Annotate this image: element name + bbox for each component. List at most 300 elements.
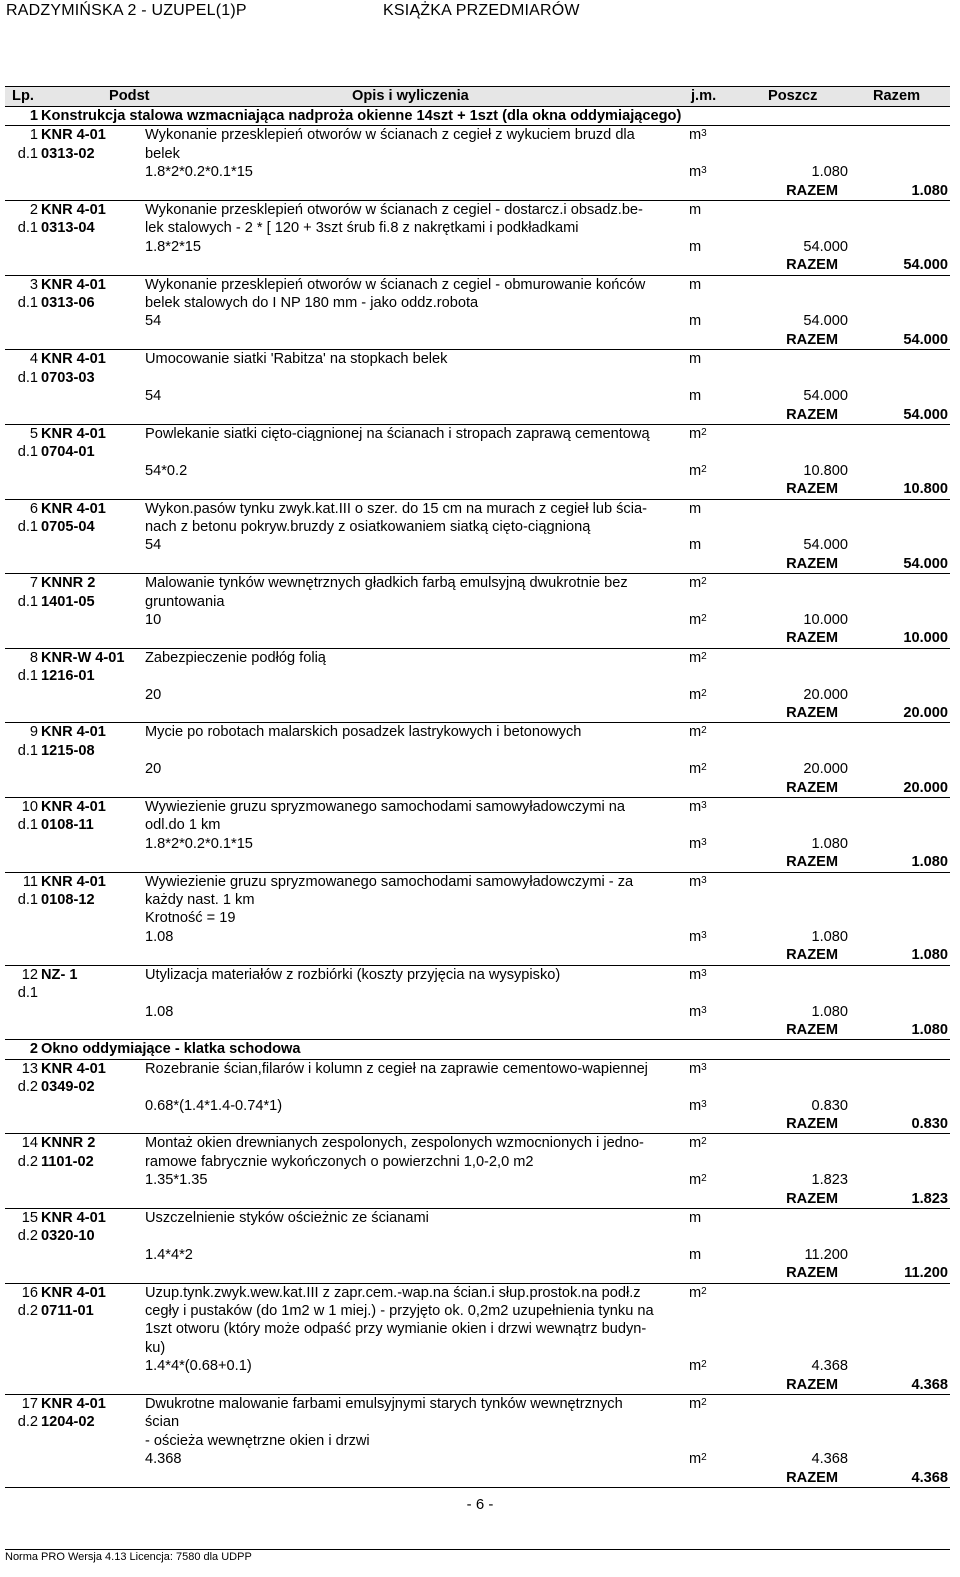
item-basis-code: [41, 984, 141, 1002]
empty-cell: [848, 816, 950, 834]
empty-cell: [848, 387, 950, 405]
razem-row: [5, 1115, 950, 1134]
item-unit-exponent: 2: [701, 1397, 707, 1409]
empty-cell: [41, 536, 141, 554]
empty-cell: [5, 853, 41, 872]
item-row: [5, 1059, 950, 1078]
empty-cell: [141, 555, 689, 574]
empty-cell: [41, 1469, 141, 1488]
item-number: 10: [21, 799, 38, 816]
item-basis-catalog: NZ- 1: [41, 966, 78, 983]
empty-cell: [689, 1469, 732, 1488]
item-basis-catalog: KNR 4-01: [41, 799, 106, 816]
item-basis-code: 0705-04: [41, 518, 95, 535]
item-unit: [689, 275, 732, 294]
item-unit: [689, 723, 732, 742]
empty-cell: [732, 1395, 848, 1414]
column-header-poszcz: Poszcz: [732, 87, 848, 107]
empty-cell: [5, 1097, 41, 1115]
razem-value: 54.000: [903, 257, 948, 274]
empty-cell: [141, 1376, 689, 1395]
razem-row: [5, 555, 950, 574]
razem-label: RAZEM: [786, 182, 838, 199]
empty-cell: [732, 1059, 848, 1078]
empty-cell: [848, 536, 950, 554]
empty-cell: [689, 779, 732, 798]
empty-cell: [5, 1357, 41, 1375]
empty-cell: [732, 499, 848, 518]
column-header-podst: Podst: [41, 87, 141, 107]
item-row: [5, 1283, 950, 1302]
empty-cell: [848, 574, 950, 593]
column-header-jm: j.m.: [689, 87, 732, 107]
calc-poszcz-value: 54.000: [803, 238, 848, 255]
item-basis-code: 0108-11: [41, 817, 94, 834]
razem-label: RAZEM: [786, 257, 838, 274]
empty-cell: [141, 1190, 689, 1209]
empty-cell: [848, 238, 950, 256]
empty-cell: [848, 667, 950, 685]
item-basis-catalog: KNNR 2: [41, 575, 96, 592]
empty-cell: [732, 742, 848, 760]
item-unit-exponent: 3: [701, 128, 707, 140]
razem-label: RAZEM: [786, 481, 838, 498]
item-basis-catalog: KNNR 2: [41, 1135, 96, 1152]
empty-cell: [689, 219, 732, 237]
calc-expression: 54*0.2: [145, 462, 188, 479]
empty-cell: [41, 1432, 141, 1450]
item-basis-catalog: KNR 4-01: [41, 500, 106, 517]
empty-cell: [5, 1469, 41, 1488]
empty-cell: [41, 312, 141, 330]
empty-cell: [41, 928, 141, 946]
empty-cell: [848, 1134, 950, 1153]
razem-row: [5, 853, 950, 872]
empty-cell: [5, 704, 41, 723]
item-number: 13: [21, 1060, 38, 1077]
razem-row: [5, 1021, 950, 1040]
empty-cell: [5, 256, 41, 275]
empty-cell: [732, 1413, 848, 1431]
item-basis-code: 0704-01: [41, 444, 95, 461]
item-row: [5, 126, 950, 145]
empty-cell: [732, 667, 848, 685]
empty-cell: [5, 629, 41, 648]
item-row: [5, 1208, 950, 1227]
razem-value: 1.080: [911, 1021, 948, 1038]
item-unit-text: m: [689, 873, 702, 890]
empty-cell: [848, 1450, 950, 1468]
empty-cell: [848, 1302, 950, 1320]
empty-cell: [848, 1395, 950, 1414]
razem-value: 1.080: [911, 947, 948, 964]
empty-cell: [41, 480, 141, 499]
item-row: [5, 872, 950, 891]
item-description-line: [141, 1078, 689, 1096]
item-basis-code: 1101-02: [41, 1153, 94, 1170]
empty-cell: [848, 891, 950, 909]
empty-cell: [732, 593, 848, 611]
item-description-line: Wywiezienie gruzu spryzmowanego samochodami samowyładowczymi na: [145, 799, 626, 816]
empty-cell: [689, 555, 732, 574]
empty-cell: [5, 611, 41, 629]
item-basis-catalog: KNR 4-01: [41, 873, 106, 890]
empty-cell: [5, 312, 41, 330]
empty-cell: [732, 294, 848, 312]
item-basis-code: 0108-12: [41, 892, 95, 909]
item-unit-text: m: [689, 1135, 702, 1152]
item-unit: [689, 126, 732, 145]
empty-cell: [689, 256, 732, 275]
calc-unit: [689, 312, 732, 330]
item-description-line: Rozebranie ścian,filarów i kolumn z cegieł na zaprawie cementowo-wapiennej: [145, 1060, 648, 1077]
item-unit-text: m: [689, 500, 702, 517]
empty-cell: [689, 518, 732, 536]
item-description-line: Wykon.pasów tynku zwyk.kat.III o szer. do 15 cm na murach z cegieł lub ścia-: [145, 500, 647, 517]
item-description-line: Wykonanie przesklepień otworów w ścianach z cegiel - obmurowanie końców: [145, 276, 646, 293]
empty-cell: [732, 424, 848, 443]
empty-cell: [848, 1097, 950, 1115]
empty-cell: [848, 593, 950, 611]
item-number: 1: [29, 127, 38, 144]
item-unit-text: m: [689, 1396, 702, 1413]
document-header-left: RADZYMIŃSKA 2 - UZUPEL(1)P: [6, 2, 247, 19]
item-basis-catalog: KNR 4-01: [41, 351, 106, 368]
empty-cell: [41, 1190, 141, 1209]
calc-row: [5, 760, 950, 778]
item-row: [5, 742, 950, 760]
empty-cell: [848, 1059, 950, 1078]
item-row: [5, 891, 950, 909]
razem-label: RAZEM: [786, 555, 838, 572]
empty-cell: [732, 816, 848, 834]
item-number: 14: [21, 1135, 38, 1152]
calc-unit: [689, 928, 732, 946]
item-row: [5, 275, 950, 294]
empty-cell: [732, 126, 848, 145]
item-basis-catalog: KNR-W 4-01: [41, 649, 125, 666]
empty-cell: [848, 201, 950, 220]
empty-cell: [5, 1432, 41, 1450]
empty-cell: [41, 1376, 141, 1395]
empty-cell: [689, 406, 732, 425]
calc-poszcz-value: 20.000: [803, 686, 848, 703]
empty-cell: [732, 891, 848, 909]
calc-unit: [689, 238, 732, 256]
item-unit: [689, 648, 732, 667]
empty-cell: [141, 1469, 689, 1488]
empty-cell: [5, 1021, 41, 1040]
empty-cell: [848, 1339, 950, 1357]
calc-expression: 1.08: [145, 928, 174, 945]
item-unit-exponent: 3: [701, 967, 707, 979]
calc-unit: [689, 1003, 732, 1021]
calc-unit-exponent: 2: [701, 762, 707, 774]
razem-row: [5, 704, 950, 723]
item-row: [5, 1227, 950, 1245]
item-description-line: Uzup.tynk.zwyk.wew.kat.III z zapr.cem.-wap.na ścian.i słup.prostok.na podł.z: [145, 1284, 641, 1301]
item-description-line: [141, 443, 689, 461]
item-row: [5, 1320, 950, 1338]
empty-cell: [732, 275, 848, 294]
item-row: [5, 1153, 950, 1171]
item-unit-text: m: [689, 1209, 702, 1226]
calc-expression: 20: [145, 761, 162, 778]
item-description-line: lek stalowych - 2 * [ 120 + 3szt śrub fi.8 z nakrętkami i podkładkami: [145, 220, 579, 237]
empty-cell: [5, 536, 41, 554]
empty-cell: [689, 667, 732, 685]
calc-unit-text: m: [689, 1246, 702, 1263]
item-description-line: [141, 742, 689, 760]
footer-license: Norma PRO Wersja 4.13 Licencja: 7580 dla UDPP: [5, 1551, 252, 1563]
calc-poszcz-value: 20.000: [803, 761, 848, 778]
empty-cell: [848, 1413, 950, 1431]
calc-poszcz-value: 1.080: [811, 835, 848, 852]
item-unit-exponent: 2: [701, 426, 707, 438]
calc-expression: 4.368: [145, 1451, 182, 1468]
item-basis-catalog: KNR 4-01: [41, 724, 106, 741]
empty-cell: [689, 704, 732, 723]
empty-cell: [41, 387, 141, 405]
item-description-line: belek: [145, 145, 180, 162]
empty-cell: [689, 816, 732, 834]
calc-expression: 54: [145, 537, 162, 554]
razem-label: RAZEM: [786, 1265, 838, 1282]
empty-cell: [848, 1283, 950, 1302]
section-title: Konstrukcja stalowa wzmacniająca nadproża okienne 14szt + 1szt (dla okna oddymiającego): [41, 108, 682, 124]
item-row: [5, 369, 950, 387]
item-number: 6: [29, 500, 38, 517]
empty-cell: [689, 742, 732, 760]
calc-unit-text: m: [689, 928, 702, 945]
item-section-ref: d.2: [17, 1153, 38, 1170]
empty-cell: [5, 555, 41, 574]
item-description-line: Wykonanie przesklepień otworów w ścianach z cegiel - dostarcz.i obsadz.be-: [145, 202, 643, 219]
item-unit-text: m: [689, 1060, 702, 1077]
razem-value: 20.000: [903, 779, 948, 796]
empty-cell: [732, 1302, 848, 1320]
empty-cell: [41, 686, 141, 704]
item-basis-code: 1216-01: [41, 668, 95, 685]
calc-unit-exponent: 2: [701, 1173, 707, 1185]
item-unit-exponent: 3: [701, 874, 707, 886]
razem-label: RAZEM: [786, 1190, 838, 1207]
item-description-line: belek stalowych do I NP 180 mm - jako oddz.robota: [145, 295, 479, 312]
empty-cell: [732, 648, 848, 667]
calc-poszcz-value: 4.368: [811, 1451, 848, 1468]
calc-unit: [689, 1357, 732, 1375]
calc-unit: [689, 1171, 732, 1189]
item-row: [5, 816, 950, 834]
empty-cell: [5, 1450, 41, 1468]
empty-cell: [732, 798, 848, 817]
razem-label: RAZEM: [786, 1115, 838, 1132]
item-row: [5, 593, 950, 611]
item-section-ref: d.1: [17, 369, 38, 386]
empty-cell: [848, 145, 950, 163]
item-description-line: Mycie po robotach malarskich posadzek lastrykowych i betonowych: [145, 724, 582, 741]
razem-value: 1.080: [911, 854, 948, 871]
item-row: [5, 201, 950, 220]
calc-unit: [689, 760, 732, 778]
empty-cell: [5, 779, 41, 798]
item-unit-text: m: [689, 425, 702, 442]
calc-row: [5, 686, 950, 704]
empty-cell: [848, 1246, 950, 1264]
item-row: [5, 1078, 950, 1096]
calc-unit: [689, 611, 732, 629]
razem-label: RAZEM: [786, 854, 838, 871]
item-description-line: [141, 667, 689, 685]
empty-cell: [732, 1432, 848, 1450]
item-row: [5, 648, 950, 667]
bill-of-quantities-table: [5, 86, 950, 1488]
calc-expression: 1.4*4*(0.68+0.1): [145, 1358, 252, 1375]
calc-unit: [689, 686, 732, 704]
razem-row: [5, 629, 950, 648]
item-section-ref: d.1: [17, 593, 38, 610]
item-section-ref: d.1: [17, 444, 38, 461]
item-row: [5, 798, 950, 817]
item-basis-code: 0349-02: [41, 1079, 95, 1096]
empty-cell: [848, 163, 950, 181]
empty-cell: [689, 1339, 732, 1357]
item-unit-exponent: 2: [701, 1285, 707, 1297]
item-description-line: ścian: [145, 1414, 180, 1431]
calc-unit-text: m: [689, 835, 702, 852]
empty-cell: [689, 1264, 732, 1283]
razem-label: RAZEM: [786, 1469, 838, 1486]
empty-cell: [732, 1078, 848, 1096]
calc-unit-exponent: 2: [701, 612, 707, 624]
item-section-ref: d.1: [17, 985, 38, 1002]
item-unit: [689, 574, 732, 593]
empty-cell: [5, 946, 41, 965]
item-row: [5, 1395, 950, 1414]
calc-expression: 1.8*2*0.2*0.1*15: [145, 164, 253, 181]
item-description-line: 1szt otworu (który może odpaść przy wymianie okien i drzwi wewnątrz budyn-: [145, 1321, 647, 1338]
calc-unit: [689, 387, 732, 405]
empty-cell: [41, 1097, 141, 1115]
calc-row: [5, 462, 950, 480]
empty-cell: [41, 1320, 141, 1338]
item-description-line: - ościeża wewnętrzne okien i drzwi: [145, 1432, 370, 1449]
item-row: [5, 424, 950, 443]
calc-unit-text: m: [689, 1451, 702, 1468]
calc-unit: [689, 163, 732, 181]
item-number: 11: [22, 873, 38, 890]
empty-cell: [41, 1357, 141, 1375]
razem-value: 1.823: [911, 1190, 948, 1207]
calc-expression: 0.68*(1.4*1.4-0.74*1): [145, 1097, 283, 1114]
item-section-ref: d.1: [17, 892, 38, 909]
calc-unit-exponent: 3: [701, 1004, 707, 1016]
razem-row: [5, 480, 950, 499]
empty-cell: [141, 480, 689, 499]
razem-value: 54.000: [903, 406, 948, 423]
item-row: [5, 219, 950, 237]
empty-cell: [689, 145, 732, 163]
item-row: [5, 965, 950, 984]
razem-row: [5, 331, 950, 350]
calc-poszcz-value: 1.080: [811, 1003, 848, 1020]
empty-cell: [689, 984, 732, 1002]
empty-cell: [848, 1078, 950, 1096]
empty-cell: [732, 1227, 848, 1245]
item-description-line: Dwukrotne malowanie farbami emulsyjnymi starych tynków wewnętrznych: [145, 1396, 623, 1413]
empty-cell: [41, 853, 141, 872]
calc-row: [5, 611, 950, 629]
calc-row: [5, 238, 950, 256]
item-description-line: Krotność = 19: [145, 910, 236, 927]
empty-cell: [848, 1208, 950, 1227]
calc-unit-exponent: 3: [701, 836, 707, 848]
empty-cell: [5, 1190, 41, 1209]
empty-cell: [5, 835, 41, 853]
item-unit-text: m: [689, 351, 702, 368]
empty-cell: [689, 891, 732, 909]
empty-cell: [732, 350, 848, 369]
empty-cell: [5, 238, 41, 256]
calc-row: [5, 1003, 950, 1021]
item-row: [5, 574, 950, 593]
empty-cell: [732, 1320, 848, 1338]
item-row: [5, 1302, 950, 1320]
item-description-line: cegły i pustaków (do 1m2 w 1 miej.) - przyjęto ok. 0,2m2 uzupełnienia tynku na: [145, 1303, 654, 1319]
empty-cell: [5, 331, 41, 350]
razem-value: 4.368: [911, 1469, 948, 1486]
item-row: [5, 723, 950, 742]
item-basis-catalog: KNR 4-01: [41, 1060, 106, 1077]
calc-poszcz-value: 54.000: [803, 313, 848, 330]
empty-cell: [732, 443, 848, 461]
calc-unit-text: m: [689, 164, 702, 181]
calc-poszcz-value: 10.000: [803, 611, 848, 628]
empty-cell: [732, 145, 848, 163]
item-unit: [689, 1395, 732, 1414]
calc-unit-text: m: [689, 462, 702, 479]
item-basis-catalog: KNR 4-01: [41, 202, 106, 219]
calc-poszcz-value: 54.000: [803, 388, 848, 405]
calc-row: [5, 312, 950, 330]
empty-cell: [41, 1171, 141, 1189]
calc-unit-text: m: [689, 686, 702, 703]
empty-cell: [732, 574, 848, 593]
empty-cell: [732, 518, 848, 536]
empty-cell: [141, 406, 689, 425]
item-row: [5, 1432, 950, 1450]
item-row: [5, 1413, 950, 1431]
empty-cell: [141, 1115, 689, 1134]
calc-expression: 54: [145, 388, 162, 405]
item-basis-catalog: KNR 4-01: [41, 425, 106, 442]
empty-cell: [141, 853, 689, 872]
empty-cell: [848, 760, 950, 778]
empty-cell: [848, 424, 950, 443]
empty-cell: [689, 909, 732, 927]
item-section-ref: d.1: [17, 518, 38, 535]
empty-cell: [689, 1227, 732, 1245]
razem-value: 54.000: [903, 555, 948, 572]
empty-cell: [141, 779, 689, 798]
empty-cell: [848, 723, 950, 742]
calc-unit: [689, 1097, 732, 1115]
item-row: [5, 667, 950, 685]
empty-cell: [689, 182, 732, 201]
column-header-opis: Opis i wyliczenia: [141, 87, 689, 107]
razem-label: RAZEM: [786, 331, 838, 348]
empty-cell: [848, 835, 950, 853]
